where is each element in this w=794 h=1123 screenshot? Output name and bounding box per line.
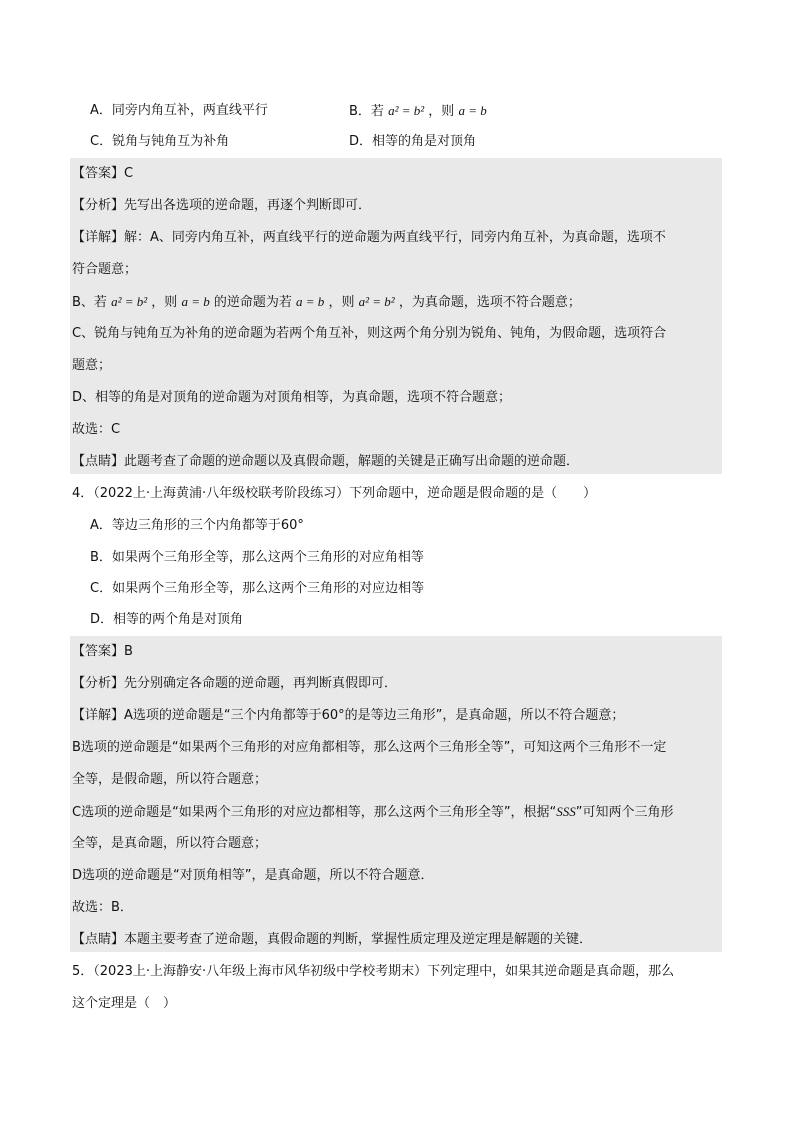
- q4-detail-line-3c: 全等，是真命题，所以符合题意；: [72, 836, 268, 851]
- q4-detail-3-math: SSS: [556, 804, 576, 819]
- detail-2-part-c: 的逆命题为若: [213, 295, 292, 310]
- detail-line-3: C、锐角与钝角互为补角的逆命题为若两个角互补，则这两个角分别为锐角、钝角，为假命题，选项符合: [72, 326, 667, 341]
- q4-option-c: C．如果两个三角形全等，那么这两个三角形的对应边相等: [90, 581, 425, 596]
- option-d: D．相等的角是对顶角: [349, 134, 477, 149]
- answer-label: 【答案】C: [72, 166, 134, 181]
- detail-2-math-4: a² = b²: [358, 294, 395, 309]
- q4-option-b: B．如果两个三角形全等，那么这两个三角形的对应角相等: [90, 550, 424, 565]
- q4-detail-line-4: D选项的逆命题是“对顶角相等”，是真命题，所以不符合题意．: [72, 868, 434, 883]
- q4-analysis-text: 【分析】先分别确定各命题的逆命题，再判断真假即可．: [72, 676, 398, 691]
- detail-2-part-d: ，则: [328, 295, 355, 310]
- q4-detail-line-2b: 全等，是假命题，所以符合题意；: [72, 772, 268, 787]
- option-b-label: B．若: [349, 104, 384, 119]
- q4-detail-line-3: [72, 802, 674, 823]
- comment-text: 【点睛】此题考查了命题的逆命题以及真假命题，解题的关键是正确写出命题的逆命题．: [72, 454, 580, 469]
- analysis-text: 【分析】先写出各选项的逆命题，再逐个判断即可．: [72, 198, 372, 213]
- question-4-stem: 4．（2022上·上海黄浦·八年级校联考阶段练习）下列命题中，逆命题是假命题的是（ ）: [72, 486, 597, 501]
- choice-text: 故选：C: [72, 422, 121, 437]
- q4-option-a: A．等边三角形的三个内角都等于60°: [90, 518, 304, 533]
- option-a: A．同旁内角互补，两直线平行: [90, 103, 268, 118]
- q4-choice-text: 故选：B．: [72, 900, 133, 915]
- question-5-stem-line-1: 5．（2023上·上海静安·八年级上海市风华初级中学校考期末）下列定理中，如果其逆命题是真命题，那么: [72, 964, 675, 979]
- q4-detail-line-1: 【详解】A选项的逆命题是“三个内角都等于60°的是等边三角形”，是真命题，所以不符合题意；: [72, 708, 625, 723]
- detail-2-math-2: a = b: [181, 294, 210, 309]
- q4-option-d: D．相等的两个角是对顶角: [90, 612, 244, 627]
- option-b-math-2: a = b: [458, 103, 487, 118]
- detail-line-4: D、相等的角是对顶角的逆命题为对顶角相等，为真命题，选项不符合题意；: [72, 390, 512, 405]
- detail-2-math-1: a² = b²: [111, 294, 148, 309]
- detail-2-part-b: ，则: [151, 295, 178, 310]
- q4-comment-text: 【点睛】本题主要考查了逆命题，真假命题的判断，掌握性质定理及逆定理是解题的关键．: [72, 932, 593, 947]
- detail-line-1: 【详解】解：A、同旁内角互补，两直线平行的逆命题为两直线平行，同旁内角互补，为真命题，选项不: [72, 230, 666, 245]
- detail-2-part-a: B、若: [72, 295, 107, 310]
- option-b: [349, 101, 487, 122]
- q4-detail-line-2: B选项的逆命题是“如果两个三角形的对应角都相等，那么这两个三角形全等”，可知这两个三角形不一定: [72, 740, 667, 755]
- question-5-stem-line-2: 这个定理是（ ）: [72, 996, 177, 1011]
- q4-detail-3-part-a: C选项的逆命题是“如果两个三角形的对应边都相等，那么这两个三角形全等”，根据“: [72, 805, 557, 820]
- detail-2-part-e: ，为真命题，选项不符合题意；: [398, 295, 581, 310]
- detail-2-math-3: a = b: [296, 294, 325, 309]
- option-c: C．锐角与钝角互为补角: [90, 134, 230, 149]
- detail-line-2: [72, 292, 581, 313]
- q4-detail-3-part-b: ”可知两个三角形: [575, 805, 674, 820]
- option-b-mid: ，则: [428, 104, 455, 119]
- q4-answer-label: 【答案】B: [72, 644, 133, 659]
- detail-line-3b: 题意；: [72, 358, 112, 373]
- detail-line-1b: 符合题意；: [72, 262, 138, 277]
- option-b-math-1: a² = b²: [388, 103, 425, 118]
